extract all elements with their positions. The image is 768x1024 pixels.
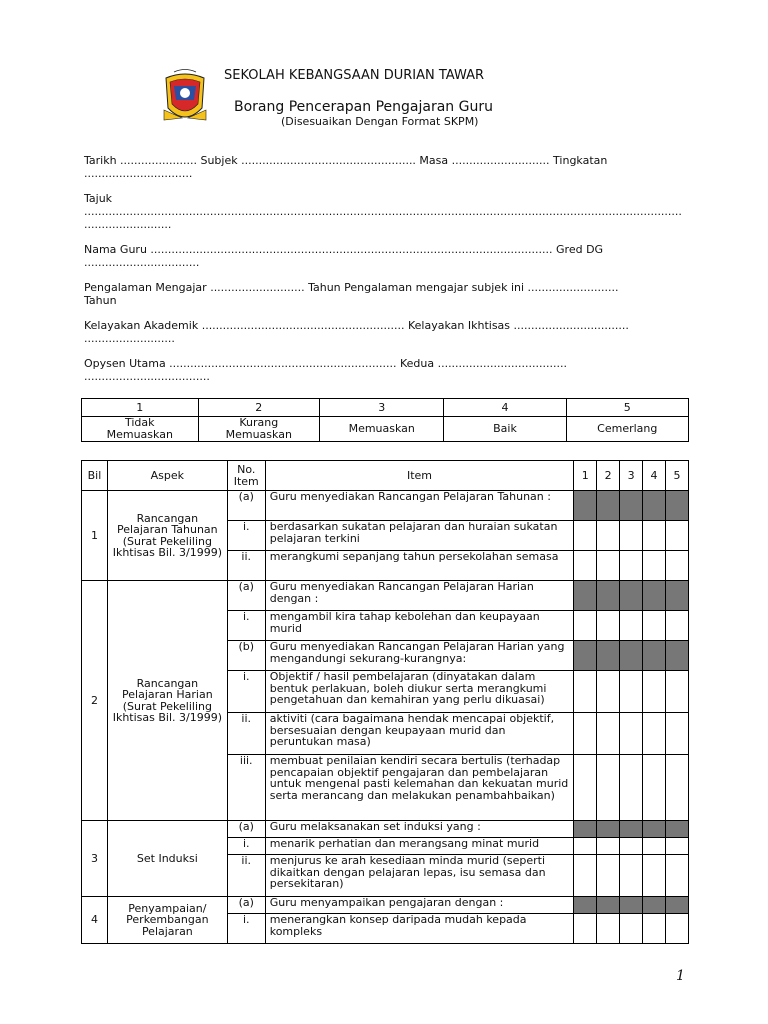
header-bil: Bil: [82, 461, 108, 491]
rating-cell[interactable]: [574, 713, 597, 755]
scale-number: 5: [566, 399, 688, 417]
shaded-cell: [643, 821, 666, 838]
scale-label: Tidak Memuaskan: [82, 417, 199, 442]
section-aspect: Set Induksi: [107, 821, 227, 897]
rating-cell[interactable]: [665, 713, 688, 755]
rating-cell[interactable]: [597, 914, 620, 944]
experience-years-label: Tahun: [84, 294, 117, 307]
header-rating-5: 5: [665, 461, 688, 491]
rating-cell[interactable]: [665, 551, 688, 581]
rating-cell[interactable]: [620, 855, 643, 897]
assessment-table: [81, 460, 689, 944]
shaded-cell: [665, 897, 688, 914]
rating-cell[interactable]: [574, 671, 597, 713]
date-subject-time-field[interactable]: Tarikh ...................... Subjek .................................................. Masa ............................ Tingkatan: [84, 154, 608, 167]
table-row: [82, 491, 689, 521]
shaded-cell: [665, 641, 688, 671]
section-number: 4: [82, 897, 108, 944]
shaded-cell: [597, 491, 620, 521]
rating-cell[interactable]: [665, 611, 688, 641]
rating-cell[interactable]: [574, 755, 597, 821]
rating-cell[interactable]: [665, 755, 688, 821]
header-rating-1: 1: [574, 461, 597, 491]
shaded-cell: [665, 821, 688, 838]
form-subtitle: (Disesuaikan Dengan Format SKPM): [281, 115, 479, 128]
rating-cell[interactable]: [643, 914, 666, 944]
rating-cell[interactable]: [643, 671, 666, 713]
scale-label: Baik: [444, 417, 566, 442]
item-number: (a): [227, 897, 265, 914]
section-aspect: Rancangan Pelajaran Tahunan (Surat Pekeliling Ikhtisas Bil. 3/1999): [107, 491, 227, 581]
rating-cell[interactable]: [620, 671, 643, 713]
item-number: i.: [227, 521, 265, 551]
section-aspect: Penyampaian/ Perkembangan Pelajaran: [107, 897, 227, 944]
shaded-cell: [574, 821, 597, 838]
item-number: (b): [227, 641, 265, 671]
scale-number: 4: [444, 399, 566, 417]
option-field-cont[interactable]: ....................................: [84, 370, 210, 383]
rating-cell[interactable]: [597, 551, 620, 581]
rating-cell[interactable]: [665, 521, 688, 551]
rating-cell[interactable]: [620, 914, 643, 944]
rating-cell[interactable]: [620, 521, 643, 551]
rating-cell[interactable]: [574, 838, 597, 855]
shaded-cell: [665, 581, 688, 611]
rating-cell[interactable]: [574, 551, 597, 581]
topic-field[interactable]: ...........................................................................................................................................................................: [84, 205, 682, 218]
scale-label: Cemerlang: [566, 417, 688, 442]
header-rating-4: 4: [643, 461, 666, 491]
rating-cell[interactable]: [643, 755, 666, 821]
topic-field-cont[interactable]: .........................: [84, 218, 172, 231]
rating-cell[interactable]: [597, 755, 620, 821]
rating-cell[interactable]: [665, 671, 688, 713]
item-number: ii.: [227, 713, 265, 755]
rating-cell[interactable]: [574, 611, 597, 641]
rating-cell[interactable]: [574, 914, 597, 944]
rating-cell[interactable]: [643, 855, 666, 897]
item-text: membuat penilaian kendiri secara bertulis (terhadap pencapaian objektif pengajaran dan pembelajaran untuk mengenal pasti kelemahan dan kekuatan murid serta merancang dan melakukan penambahbaikan): [265, 755, 574, 821]
shaded-cell: [643, 641, 666, 671]
item-number: i.: [227, 914, 265, 944]
rating-cell[interactable]: [597, 838, 620, 855]
shaded-cell: [574, 897, 597, 914]
header-item: Item: [265, 461, 574, 491]
scale-number: 2: [198, 399, 319, 417]
item-text: menarik perhatian dan merangsang minat murid: [265, 838, 574, 855]
experience-field[interactable]: Pengalaman Mengajar ........................... Tahun Pengalaman mengajar subjek ini ..........................: [84, 281, 619, 294]
item-text: menjurus ke arah kesediaan minda murid (seperti dikaitkan dengan pelajaran lepas, isu semasa dan persekitaran): [265, 855, 574, 897]
teacher-name-field[interactable]: Nama Guru ................................................................................................................... Gred DG: [84, 243, 604, 256]
grade-field[interactable]: .................................: [84, 256, 200, 269]
item-number: i.: [227, 671, 265, 713]
shaded-cell: [643, 581, 666, 611]
rating-cell[interactable]: [665, 914, 688, 944]
item-number: (a): [227, 581, 265, 611]
table-row: [82, 821, 689, 838]
scale-number: 1: [82, 399, 199, 417]
rating-cell[interactable]: [643, 713, 666, 755]
rating-cell[interactable]: [643, 551, 666, 581]
shaded-cell: [620, 821, 643, 838]
rating-cell[interactable]: [620, 551, 643, 581]
item-number: iii.: [227, 755, 265, 821]
item-text: mengambil kira tahap kebolehan dan keupayaan murid: [265, 611, 574, 641]
rating-cell[interactable]: [620, 838, 643, 855]
shaded-cell: [620, 491, 643, 521]
shaded-cell: [574, 641, 597, 671]
school-name: SEKOLAH KEBANGSAAN DURIAN TAWAR: [224, 68, 485, 83]
shaded-cell: [620, 897, 643, 914]
shaded-cell: [597, 821, 620, 838]
qualification-field[interactable]: Kelayakan Akademik .......................................................... Kelayakan Ikhtisas .................................: [84, 319, 629, 332]
item-text: Guru menyediakan Rancangan Pelajaran Harian dengan :: [265, 581, 574, 611]
shaded-cell: [643, 491, 666, 521]
item-number: (a): [227, 821, 265, 838]
rating-cell[interactable]: [597, 611, 620, 641]
rating-scale-table: [81, 398, 689, 442]
item-text: Guru menyediakan Rancangan Pelajaran Tahunan :: [265, 491, 574, 521]
shaded-cell: [597, 581, 620, 611]
item-number: ii.: [227, 855, 265, 897]
table-row: [82, 581, 689, 611]
item-text: menerangkan konsep daripada mudah kepada kompleks: [265, 914, 574, 944]
item-text: Guru menyediakan Rancangan Pelajaran Harian yang mengandungi sekurang-kurangnya:: [265, 641, 574, 671]
rating-cell[interactable]: [597, 713, 620, 755]
item-number: i.: [227, 838, 265, 855]
rating-cell[interactable]: [620, 755, 643, 821]
shaded-cell: [620, 581, 643, 611]
shaded-cell: [597, 641, 620, 671]
scale-number: 3: [320, 399, 444, 417]
header-rating-2: 2: [597, 461, 620, 491]
rating-cell[interactable]: [597, 671, 620, 713]
shaded-cell: [620, 641, 643, 671]
item-number: (a): [227, 491, 265, 521]
item-text: Guru melaksanakan set induksi yang :: [265, 821, 574, 838]
item-number: i.: [227, 611, 265, 641]
header-rating-3: 3: [620, 461, 643, 491]
scale-label: Kurang Memuaskan: [198, 417, 319, 442]
item-text: aktiviti (cara bagaimana hendak mencapai objektif, bersesuaian dengan keupayaan murid dan peruntukan masa): [265, 713, 574, 755]
rating-cell[interactable]: [620, 611, 643, 641]
shaded-cell: [665, 491, 688, 521]
table-row: [82, 897, 689, 914]
rating-cell[interactable]: [597, 855, 620, 897]
section-number: 2: [82, 581, 108, 821]
item-text: Guru menyampaikan pengajaran dengan :: [265, 897, 574, 914]
header-no-item: No. Item: [227, 461, 265, 491]
rating-cell[interactable]: [597, 521, 620, 551]
rating-cell[interactable]: [574, 855, 597, 897]
rating-cell[interactable]: [665, 838, 688, 855]
rating-cell[interactable]: [665, 855, 688, 897]
school-crest-logo: [160, 68, 210, 128]
shaded-cell: [597, 897, 620, 914]
rating-cell[interactable]: [643, 611, 666, 641]
rating-cell[interactable]: [574, 521, 597, 551]
table-header-row: [82, 461, 689, 491]
page-number: 1: [676, 968, 685, 984]
item-text: merangkumi sepanjang tahun persekolahan semasa: [265, 551, 574, 581]
header-aspek: Aspek: [107, 461, 227, 491]
section-number: 1: [82, 491, 108, 581]
item-number: ii.: [227, 551, 265, 581]
qualification-field-cont[interactable]: ..........................: [84, 332, 175, 345]
shaded-cell: [574, 581, 597, 611]
topic-label: Tajuk: [84, 192, 113, 205]
rating-cell[interactable]: [620, 713, 643, 755]
section-aspect: Rancangan Pelajaran Harian (Surat Pekeliling Ikhtisas Bil. 3/1999): [107, 581, 227, 821]
item-text: Objektif / hasil pembelajaran (dinyatakan dalam bentuk perlakuan, boleh diukur serta merangkumi pengetahuan dan kemahiran yang perlu dikuasai): [265, 671, 574, 713]
form-level-dots[interactable]: ...............................: [84, 167, 193, 180]
scale-label: Memuaskan: [320, 417, 444, 442]
rating-cell[interactable]: [643, 521, 666, 551]
shaded-cell: [574, 491, 597, 521]
item-text: berdasarkan sukatan pelajaran dan huraian sukatan pelajaran terkini: [265, 521, 574, 551]
option-field[interactable]: Opysen Utama ................................................................. Kedua .....................................: [84, 357, 567, 370]
rating-cell[interactable]: [643, 838, 666, 855]
shaded-cell: [643, 897, 666, 914]
section-number: 3: [82, 821, 108, 897]
form-title: Borang Pencerapan Pengajaran Guru: [234, 99, 493, 115]
